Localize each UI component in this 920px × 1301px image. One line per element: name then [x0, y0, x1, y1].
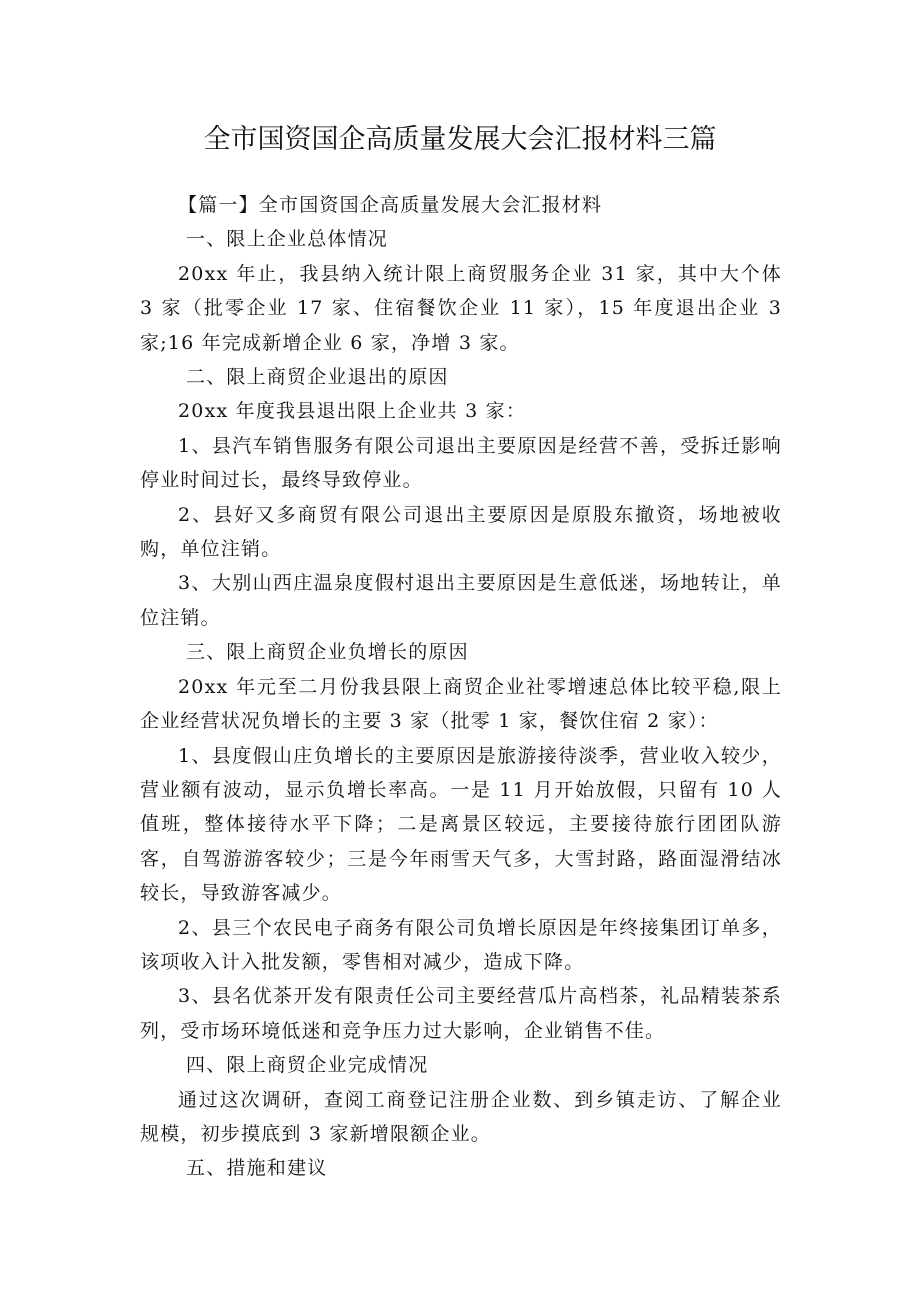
paragraph: 20xx 年止，我县纳入统计限上商贸服务企业 31 家，其中大个体 3 家（批零企业 17 家、住宿餐饮企业 11 家），15 年度退出企业 3 家;16 年完成新增企业 6 家，净增 3 家。 [140, 262, 782, 354]
list-item: 2、县三个农民电子商务有限公司负增长原因是年终接集团订单多，该项收入计入批发额，零售相对减少，造成下降。 [140, 916, 782, 973]
document-title: 全市国资国企高质量发展大会汇报材料三篇 [203, 124, 717, 155]
list-item: 3、县名优茶开发有限责任公司主要经营瓜片高档茶，礼品精装茶系列，受市场环境低迷和竞争压力过大影响，企业销售不佳。 [140, 985, 782, 1042]
document-body [140, 188, 782, 1186]
section-intro-heading: 【篇一】全市国资国企高质量发展大会汇报材料 [178, 194, 603, 216]
paragraph: 通过这次调研，查阅工商登记注册企业数、到乡镇走访、了解企业规模，初步摸底到 3 家新增限额企业。 [140, 1088, 782, 1145]
paragraph: 20xx 年元至二月份我县限上商贸企业社零增速总体比较平稳,限上企业经营状况负增长的主要 3 家（批零 1 家，餐饮住宿 2 家）： [140, 675, 782, 733]
section-heading-5: 五、措施和建议 [186, 1157, 328, 1180]
list-item: 1、县汽车销售服务有限公司退出主要原因是经营不善，受拆迁影响停业时间过长，最终导致停业。 [140, 434, 782, 492]
paragraph: 20xx 年度我县退出限上企业共 3 家： [178, 400, 527, 423]
section-heading-2: 二、限上商贸企业退出的原因 [186, 366, 449, 389]
list-item: 1、县度假山庄负增长的主要原因是旅游接待淡季，营业收入较少，营业额有波动，显示负增长率高。一是 11 月开始放假，只留有 10 人值班，整体接待水平下降；二是离景区较远，主要接待旅行团团队游客，自驾游游客较少；三是今年雨雪天气多，大雪封路，路面湿滑结冰较长，导致游客减少。 [140, 744, 782, 905]
section-heading-1: 一、限上企业总体情况 [186, 228, 389, 251]
section-heading-3: 三、限上商贸企业负增长的原因 [186, 641, 469, 664]
list-item: 3、大别山西庄温泉度假村退出主要原因是生意低迷，场地转让，单位注销。 [140, 572, 782, 629]
list-item: 2、县好又多商贸有限公司退出主要原因是原股东撤资，场地被收购，单位注销。 [140, 503, 782, 561]
section-heading-4: 四、限上商贸企业完成情况 [186, 1054, 429, 1077]
